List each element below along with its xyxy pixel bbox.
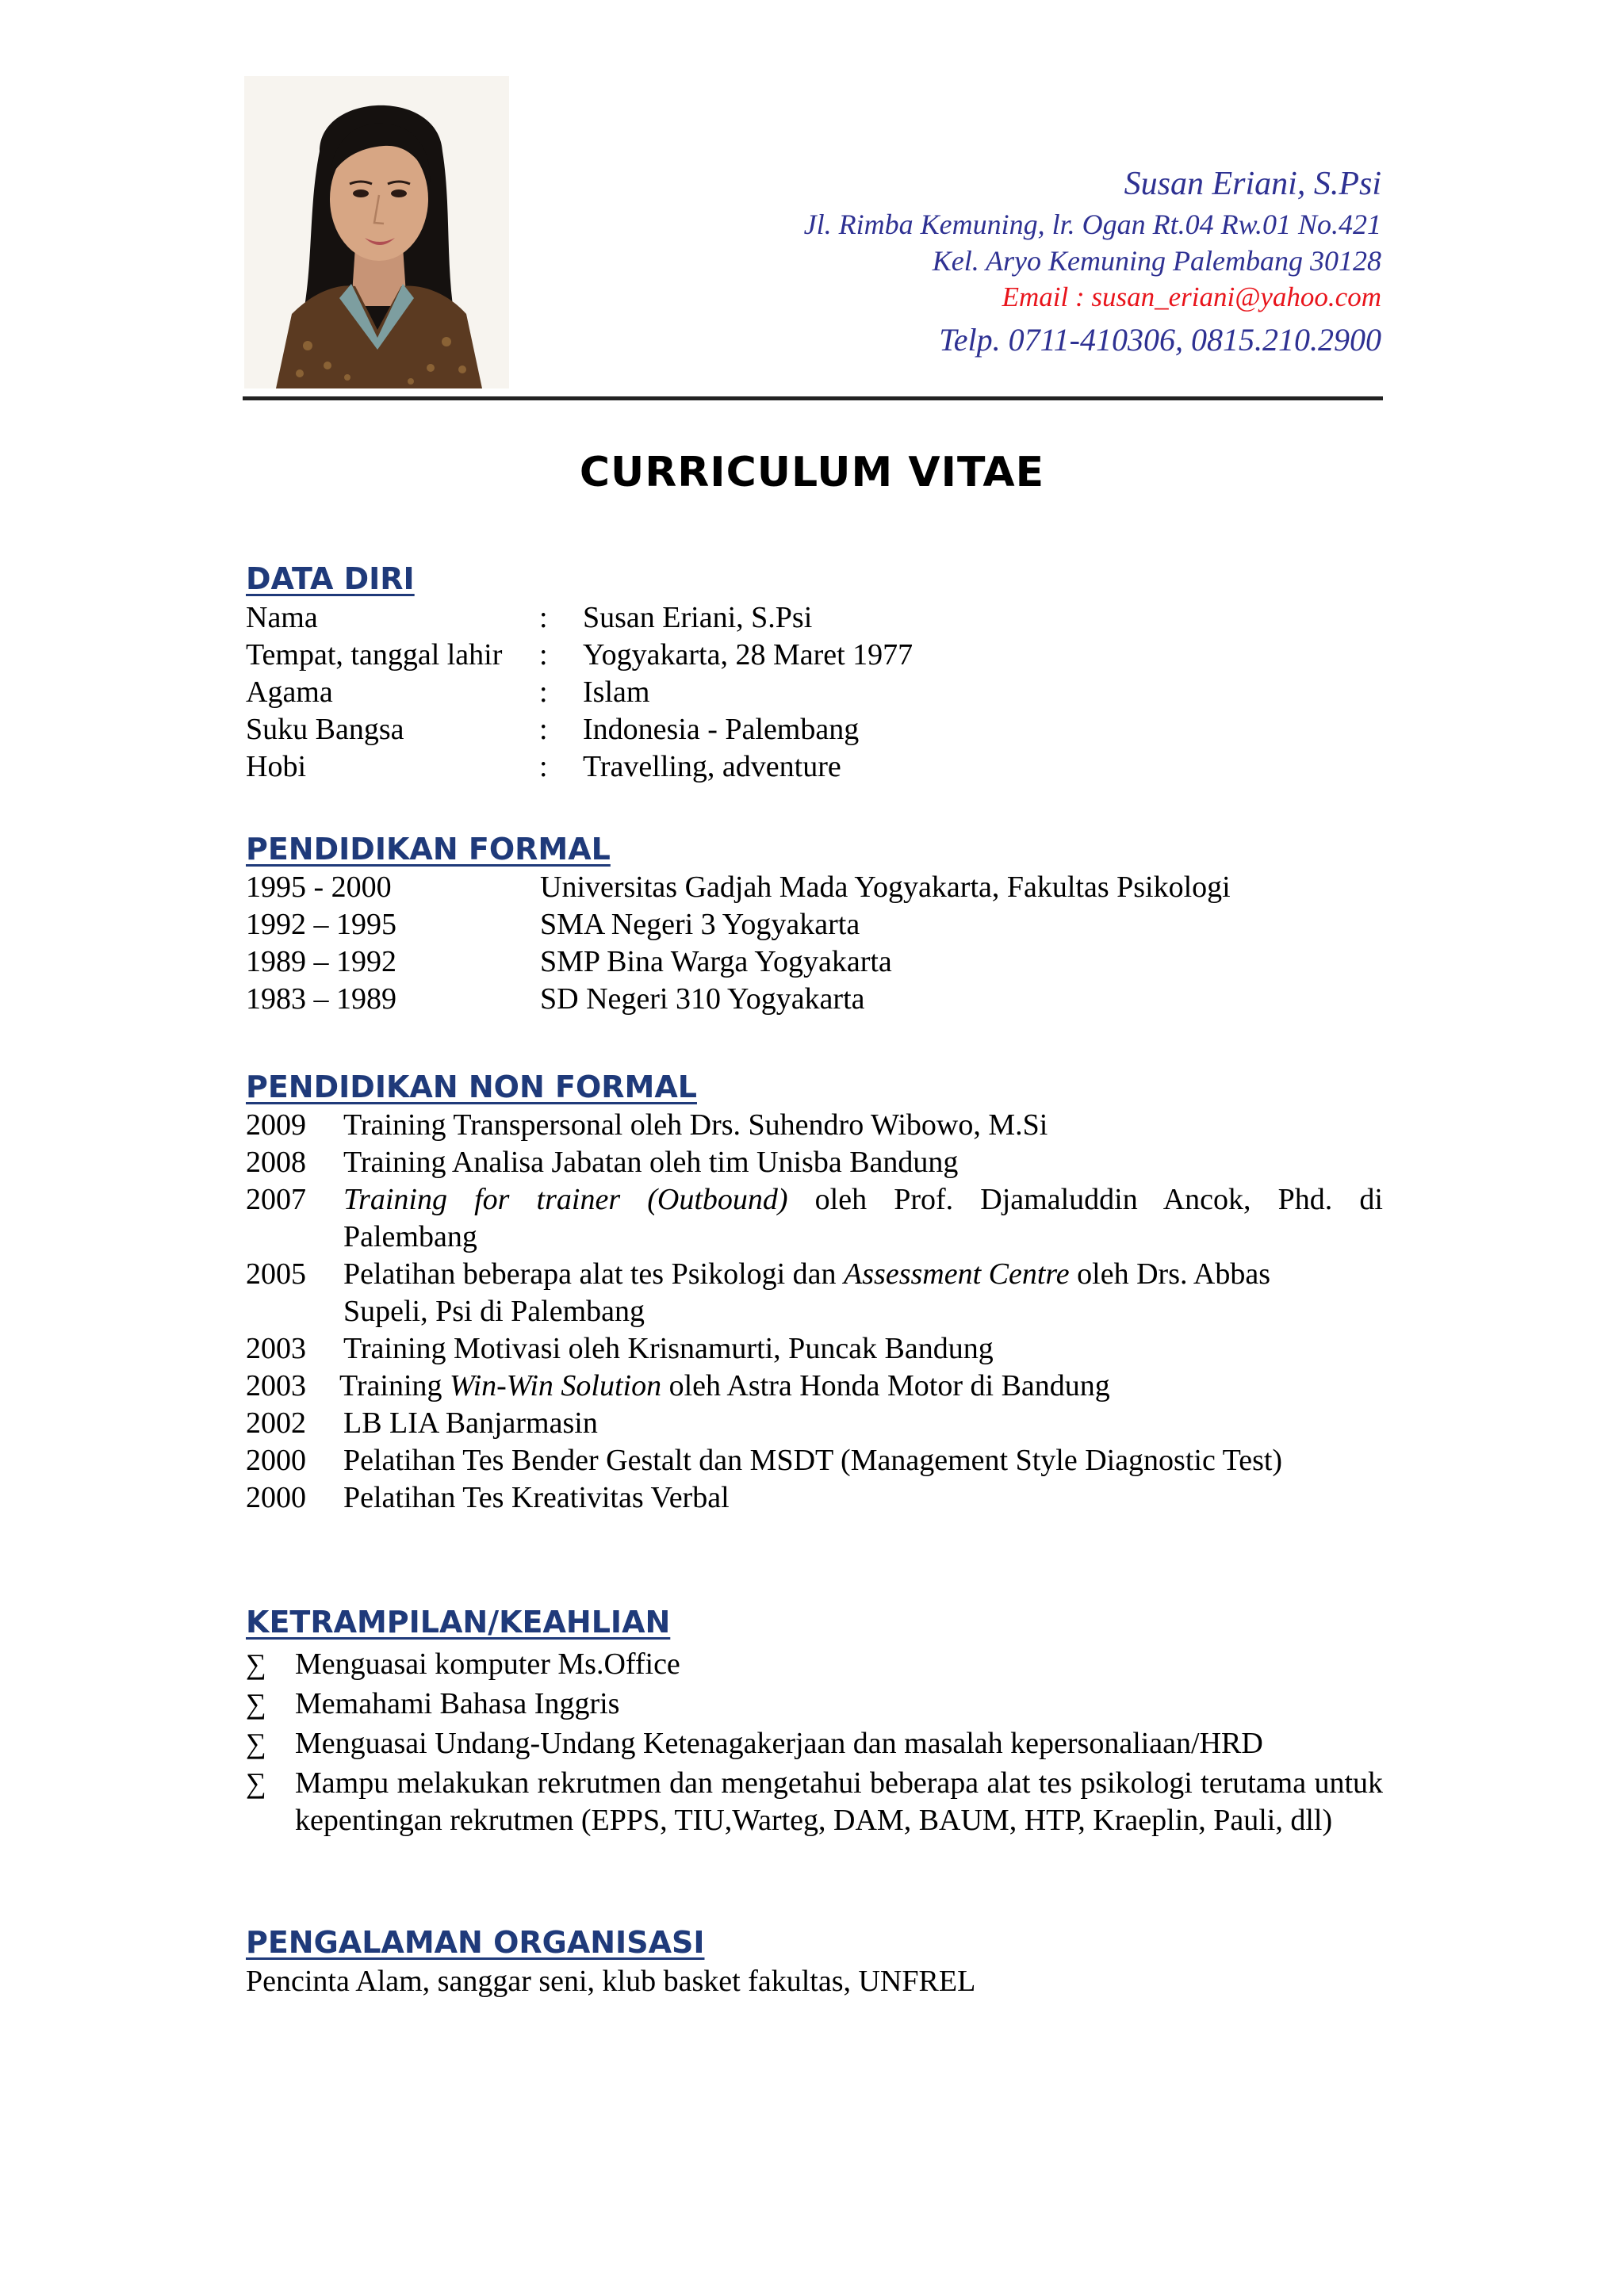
training-desc: Pelatihan Tes Bender Gestalt dan MSDT (Management Style Diagnostic Test) (343, 1444, 1283, 1477)
data-diri-separator: : (539, 750, 548, 783)
training-row (246, 1107, 1383, 1144)
training-text-after: oleh Astra Honda Motor di Bandung (661, 1369, 1110, 1402)
training-row (246, 1405, 1383, 1442)
training-row (246, 1256, 1383, 1330)
contact-block (804, 162, 1381, 363)
training-desc (339, 1368, 1383, 1405)
training-desc-line2: Supeli, Psi di Palembang (343, 1295, 645, 1328)
organization-experience: Pencinta Alam, sanggar seni, klub basket fakultas, UNFREL (246, 1965, 976, 1998)
telephone-numbers: Telp. 0711-410306, 0815.210.2900 (939, 322, 1381, 358)
portrait-image (244, 76, 509, 388)
training-desc: Pelatihan Tes Kreativitas Verbal (343, 1481, 730, 1514)
skills-list (246, 1646, 1383, 1839)
training-year: 2009 (246, 1108, 306, 1142)
training-desc-line (343, 1256, 1383, 1293)
education-row (246, 869, 1231, 906)
page-title: CURRICULUM VITAE (579, 449, 1045, 496)
data-diri-row (246, 637, 913, 674)
education-row (246, 981, 1231, 1018)
training-year: 2007 (246, 1183, 306, 1216)
address-line-2: Kel. Aryo Kemuning Palembang 30128 (932, 245, 1381, 277)
education-row (246, 906, 1231, 943)
data-diri-row (246, 711, 913, 748)
skill-item (246, 1686, 1383, 1723)
data-diri-label: Tempat, tanggal lahir (246, 638, 503, 672)
data-diri-label: Suku Bangsa (246, 713, 404, 746)
education-years: 1989 – 1992 (246, 945, 396, 978)
data-diri-separator: : (539, 638, 548, 672)
data-diri-value: Travelling, adventure (583, 750, 841, 783)
education-school: Universitas Gadjah Mada Yogyakarta, Fakultas Psikologi (540, 871, 1231, 904)
skill-item (246, 1646, 1383, 1683)
training-desc: LB LIA Banjarmasin (343, 1406, 598, 1440)
training-italic: Assessment Centre (844, 1257, 1070, 1291)
training-row (246, 1368, 1383, 1405)
data-diri-value: Islam (583, 675, 650, 709)
header-divider (243, 396, 1383, 400)
pendidikan-formal-list (246, 869, 1231, 1018)
skill-text: Mampu melakukan rekrutmen dan mengetahui beberapa alat tes psikologi terutama untuk kepentingan rekrutmen (EPPS, TIU,Warteg, DAM, BAUM, HTP, Kraeplin, Pauli, dll) (295, 1766, 1383, 1837)
skill-item (246, 1725, 1383, 1762)
education-row (246, 943, 1231, 981)
education-years: 1983 – 1989 (246, 982, 396, 1016)
sigma-bullet-icon: ∑ (246, 1648, 266, 1680)
section-heading-pendidikan-formal: PENDIDIKAN FORMAL (246, 832, 611, 867)
data-diri-row (246, 674, 913, 711)
training-text: Pelatihan beberapa alat tes Psikologi dan (343, 1257, 845, 1291)
training-row (246, 1479, 1383, 1517)
training-italic: Training for trainer (Outbound) (343, 1183, 788, 1216)
training-italic: Win-Win Solution (450, 1369, 662, 1402)
training-text: oleh Prof. Djamaluddin Ancok, Phd. di (787, 1183, 1383, 1216)
email-address[interactable]: Email : susan_eriani@yahoo.com (1002, 281, 1381, 312)
skill-text: Memahami Bahasa Inggris (295, 1687, 620, 1720)
training-row (246, 1181, 1383, 1256)
training-desc: Training Transpersonal oleh Drs. Suhendro Wibowo, M.Si (343, 1108, 1048, 1142)
training-year: 2003 (246, 1369, 306, 1402)
skill-text: Menguasai komputer Ms.Office (295, 1647, 680, 1681)
training-desc-line2: Palembang (343, 1220, 477, 1253)
training-row (246, 1330, 1383, 1368)
data-diri-row (246, 748, 913, 786)
training-year: 2008 (246, 1146, 306, 1179)
education-school: SMA Negeri 3 Yogyakarta (540, 908, 860, 941)
data-diri-row (246, 599, 913, 637)
section-heading-data-diri: DATA DIRI (246, 561, 415, 596)
training-row (246, 1144, 1383, 1181)
training-desc (343, 1181, 1383, 1256)
training-text-after: oleh Drs. Abbas (1069, 1257, 1270, 1291)
training-year: 2003 (246, 1332, 306, 1365)
sigma-bullet-icon: ∑ (246, 1688, 266, 1720)
training-text: Training (339, 1369, 450, 1402)
data-diri-label: Nama (246, 601, 318, 634)
profile-photo (244, 76, 509, 388)
education-school: SD Negeri 310 Yogyakarta (540, 982, 865, 1016)
data-diri-value: Susan Eriani, S.Psi (583, 601, 813, 634)
training-year: 2000 (246, 1444, 306, 1477)
header-name: Susan Eriani, S.Psi (1124, 166, 1381, 202)
data-diri-separator: : (539, 675, 548, 709)
education-years: 1995 - 2000 (246, 871, 392, 904)
training-desc: Training Analisa Jabatan oleh tim Unisba Bandung (343, 1146, 959, 1179)
training-desc (343, 1256, 1383, 1330)
sigma-bullet-icon: ∑ (246, 1728, 266, 1759)
data-diri-separator: : (539, 601, 548, 634)
section-heading-ketrampilan: KETRAMPILAN/KEAHLIAN (246, 1605, 671, 1640)
data-diri-label: Agama (246, 675, 333, 709)
training-desc-line (343, 1181, 1383, 1219)
training-desc: Training Motivasi oleh Krisnamurti, Puncak Bandung (343, 1332, 994, 1365)
data-diri-label: Hobi (246, 750, 306, 783)
training-row (246, 1442, 1383, 1479)
training-year: 2005 (246, 1257, 306, 1291)
data-diri-value: Yogyakarta, 28 Maret 1977 (583, 638, 914, 672)
sigma-bullet-icon: ∑ (246, 1767, 266, 1799)
training-year: 2002 (246, 1406, 306, 1440)
training-year: 2000 (246, 1481, 306, 1514)
skill-text: Menguasai Undang-Undang Ketenagakerjaan dan masalah kepersonaliaan/HRD (295, 1727, 1263, 1760)
data-diri-separator: : (539, 713, 548, 746)
skill-item (246, 1765, 1383, 1839)
section-heading-pendidikan-non-formal: PENDIDIKAN NON FORMAL (246, 1070, 697, 1104)
pendidikan-non-formal-list (246, 1107, 1383, 1517)
section-heading-pengalaman-organisasi: PENGALAMAN ORGANISASI (246, 1925, 705, 1960)
data-diri-table (246, 599, 913, 786)
address-line-1: Jl. Rimba Kemuning, lr. Ogan Rt.04 Rw.01 No.421 (803, 209, 1381, 240)
education-years: 1992 – 1995 (246, 908, 396, 941)
data-diri-value: Indonesia - Palembang (583, 713, 860, 746)
education-school: SMP Bina Warga Yogyakarta (540, 945, 892, 978)
